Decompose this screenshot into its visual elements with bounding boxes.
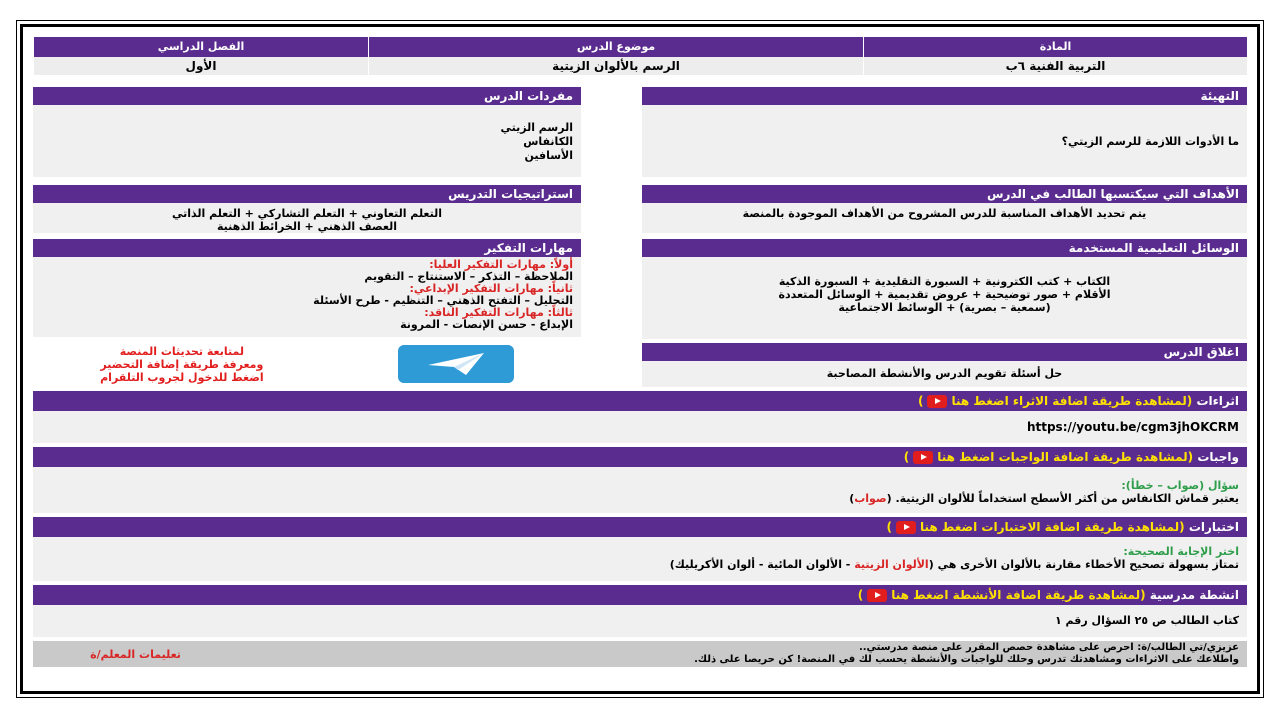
youtube-icon <box>913 451 933 464</box>
strategies-title: استراتيجيات التدريس <box>33 185 581 203</box>
closing-text: حل أسئلة تقويم الدرس والأنشطة المصاحبة <box>826 367 1063 380</box>
objectives-section <box>642 185 1247 233</box>
tests-title: اختبارات <box>1188 520 1239 534</box>
homework-answer: صواب <box>854 492 887 505</box>
enrichment-url[interactable]: https://youtu.be/cgm3jhOKCRM <box>1026 420 1239 434</box>
teacher-text: عزيزي/تي الطالب/ة: احرص على مشاهدة حصص المقرر على منصة مدرستي.. <box>858 642 1239 653</box>
youtube-icon <box>927 395 947 408</box>
activities-title: انشطة مدرسية <box>1149 588 1239 602</box>
warmup-title: التهيئة <box>642 87 1247 105</box>
objectives-title: الأهداف التي سيكتسبها الطالب في الدرس <box>642 185 1247 203</box>
tests-options: - الألوان المائية - ألوان الأكريليك) <box>669 558 855 571</box>
subject-label: المادة <box>863 37 1247 57</box>
activities-link[interactable]: (لمشاهدة طريقة اضافة الأنشطة اضغط هنا) <box>857 588 1146 602</box>
telegram-text: اضغط للدخول لجروب التلقرام <box>100 370 264 384</box>
media-section <box>642 239 1247 339</box>
media-title: الوسائل التعليمية المستخدمة <box>642 239 1247 257</box>
media-line: الأقلام + صور توضيحية + عروض تقديمية + الوسائل المتعددة <box>778 288 1111 301</box>
vocab-item: الرسم الزيتي <box>500 121 573 134</box>
subject-value: التربية الفنية ٦ب <box>863 57 1247 75</box>
lesson-plan <box>33 37 1247 667</box>
telegram-promo <box>33 341 581 387</box>
vocab-title: مفردات الدرس <box>33 87 581 105</box>
tests-answer: الألوان الزيتية <box>854 558 929 571</box>
strategies-line: التعلم التعاوني + التعلم التشاركي + التعلم الذاتي <box>171 207 443 220</box>
teacher-text: واطلاعك على الاثراءات ومشاهدتك تدرس وحلك للواجبات والأنشطة يحسب لك في المنصة! كن حريصا على ذلك. <box>694 654 1239 665</box>
thinking-text: الإبداع - حسن الإنصات - المرونة <box>400 318 573 331</box>
header-values <box>33 57 1247 75</box>
homework-section: واجبات (لمشاهدة طريقة اضافة الواجبات اضغط هنا) سؤال (صواب – خطأ): يعتبر قماش الكانفاس من أكثر الأسطح استخداماً للألوان الزيتية. (صواب) <box>33 447 1247 513</box>
enrichment-section <box>33 391 1247 443</box>
activities-text: كتاب الطالب ص ٢٥ السؤال رقم ١ <box>1054 614 1239 627</box>
youtube-icon <box>896 521 916 534</box>
tests-link[interactable]: (لمشاهدة طريقة اضافة الاختبارات اضغط هنا) <box>886 520 1185 534</box>
enrichment-title: اثراءات <box>1196 394 1239 408</box>
thinking-heading: أولاً: مهارات التفكير العليا: <box>429 258 573 271</box>
media-line: الكتاب + كتب الكترونية + السبورة التقليدية + السبورة الذكية <box>778 275 1111 288</box>
topic-value: الرسم بالألوان الزيتية <box>368 57 863 75</box>
tests-question-type: اختر الإجابة الصحيحة: <box>1123 545 1239 558</box>
activities-section <box>33 585 1247 637</box>
telegram-text: ومعرفة طريقة إضافة التحضير <box>100 357 264 371</box>
thinking-text: الملاحظة – التذكر – الاستنتاج – التقويم <box>364 270 573 283</box>
semester-label: الفصل الدراسي <box>33 37 368 57</box>
thinking-title: مهارات التفكير <box>33 239 581 257</box>
closing-title: اغلاق الدرس <box>642 343 1247 361</box>
teacher-instructions <box>33 641 1247 667</box>
objectives-text: يتم تحديد الأهداف المناسبة للدرس المشروح من الأهداف الموجودة بالمنصة <box>742 207 1147 220</box>
homework-title: واجبات <box>1197 450 1239 464</box>
homework-question: يعتبر قماش الكانفاس من أكثر الأسطح استخداماً للألوان الزيتية. <box>895 492 1239 505</box>
youtube-icon <box>867 589 887 602</box>
homework-link[interactable]: (لمشاهدة طريقة اضافة الواجبات اضغط هنا) <box>903 450 1194 464</box>
lesson-plan-frame <box>20 24 1260 694</box>
enrichment-link[interactable]: (لمشاهدة طريقة اضافة الاثراء اضغط هنا) <box>917 394 1193 408</box>
teacher-label: تعليمات المعلم/ة <box>90 647 181 661</box>
tests-section <box>33 517 1247 581</box>
vocab-item: الأسافين <box>524 149 573 162</box>
strategies-section <box>33 185 581 233</box>
telegram-icon <box>426 351 486 377</box>
telegram-button[interactable] <box>398 345 514 383</box>
closing-section <box>642 343 1247 387</box>
vocab-section <box>33 87 581 177</box>
thinking-text: التحليل – التفتح الذهني – التنظيم - طرح الأسئلة <box>313 294 573 307</box>
semester-value: الأول <box>33 57 368 75</box>
thinking-section <box>33 239 581 337</box>
homework-question-type: سؤال (صواب – خطأ): <box>1121 479 1239 492</box>
warmup-section <box>642 87 1247 177</box>
header-labels <box>33 37 1247 57</box>
media-line: (سمعية – بصرية) + الوسائط الاجتماعية <box>838 301 1051 314</box>
tests-question: تمتاز بسهولة تصحيح الأخطاء مقارنة بالألوان الأخرى هي ( <box>928 558 1239 571</box>
topic-label: موضوع الدرس <box>368 37 863 57</box>
strategies-line: العصف الذهني + الخرائط الذهنية <box>217 220 397 233</box>
thinking-heading: ثالثاً: مهارات التفكير الناقد: <box>424 306 573 319</box>
vocab-item: الكانفاس <box>523 135 573 148</box>
warmup-text: ما الأدوات اللازمة للرسم الزيتي؟ <box>1061 134 1239 148</box>
telegram-text: لمتابعة تحديثات المنصة <box>119 344 245 358</box>
thinking-heading: ثانياً: مهارات التفكير الإبداعي: <box>409 282 573 295</box>
